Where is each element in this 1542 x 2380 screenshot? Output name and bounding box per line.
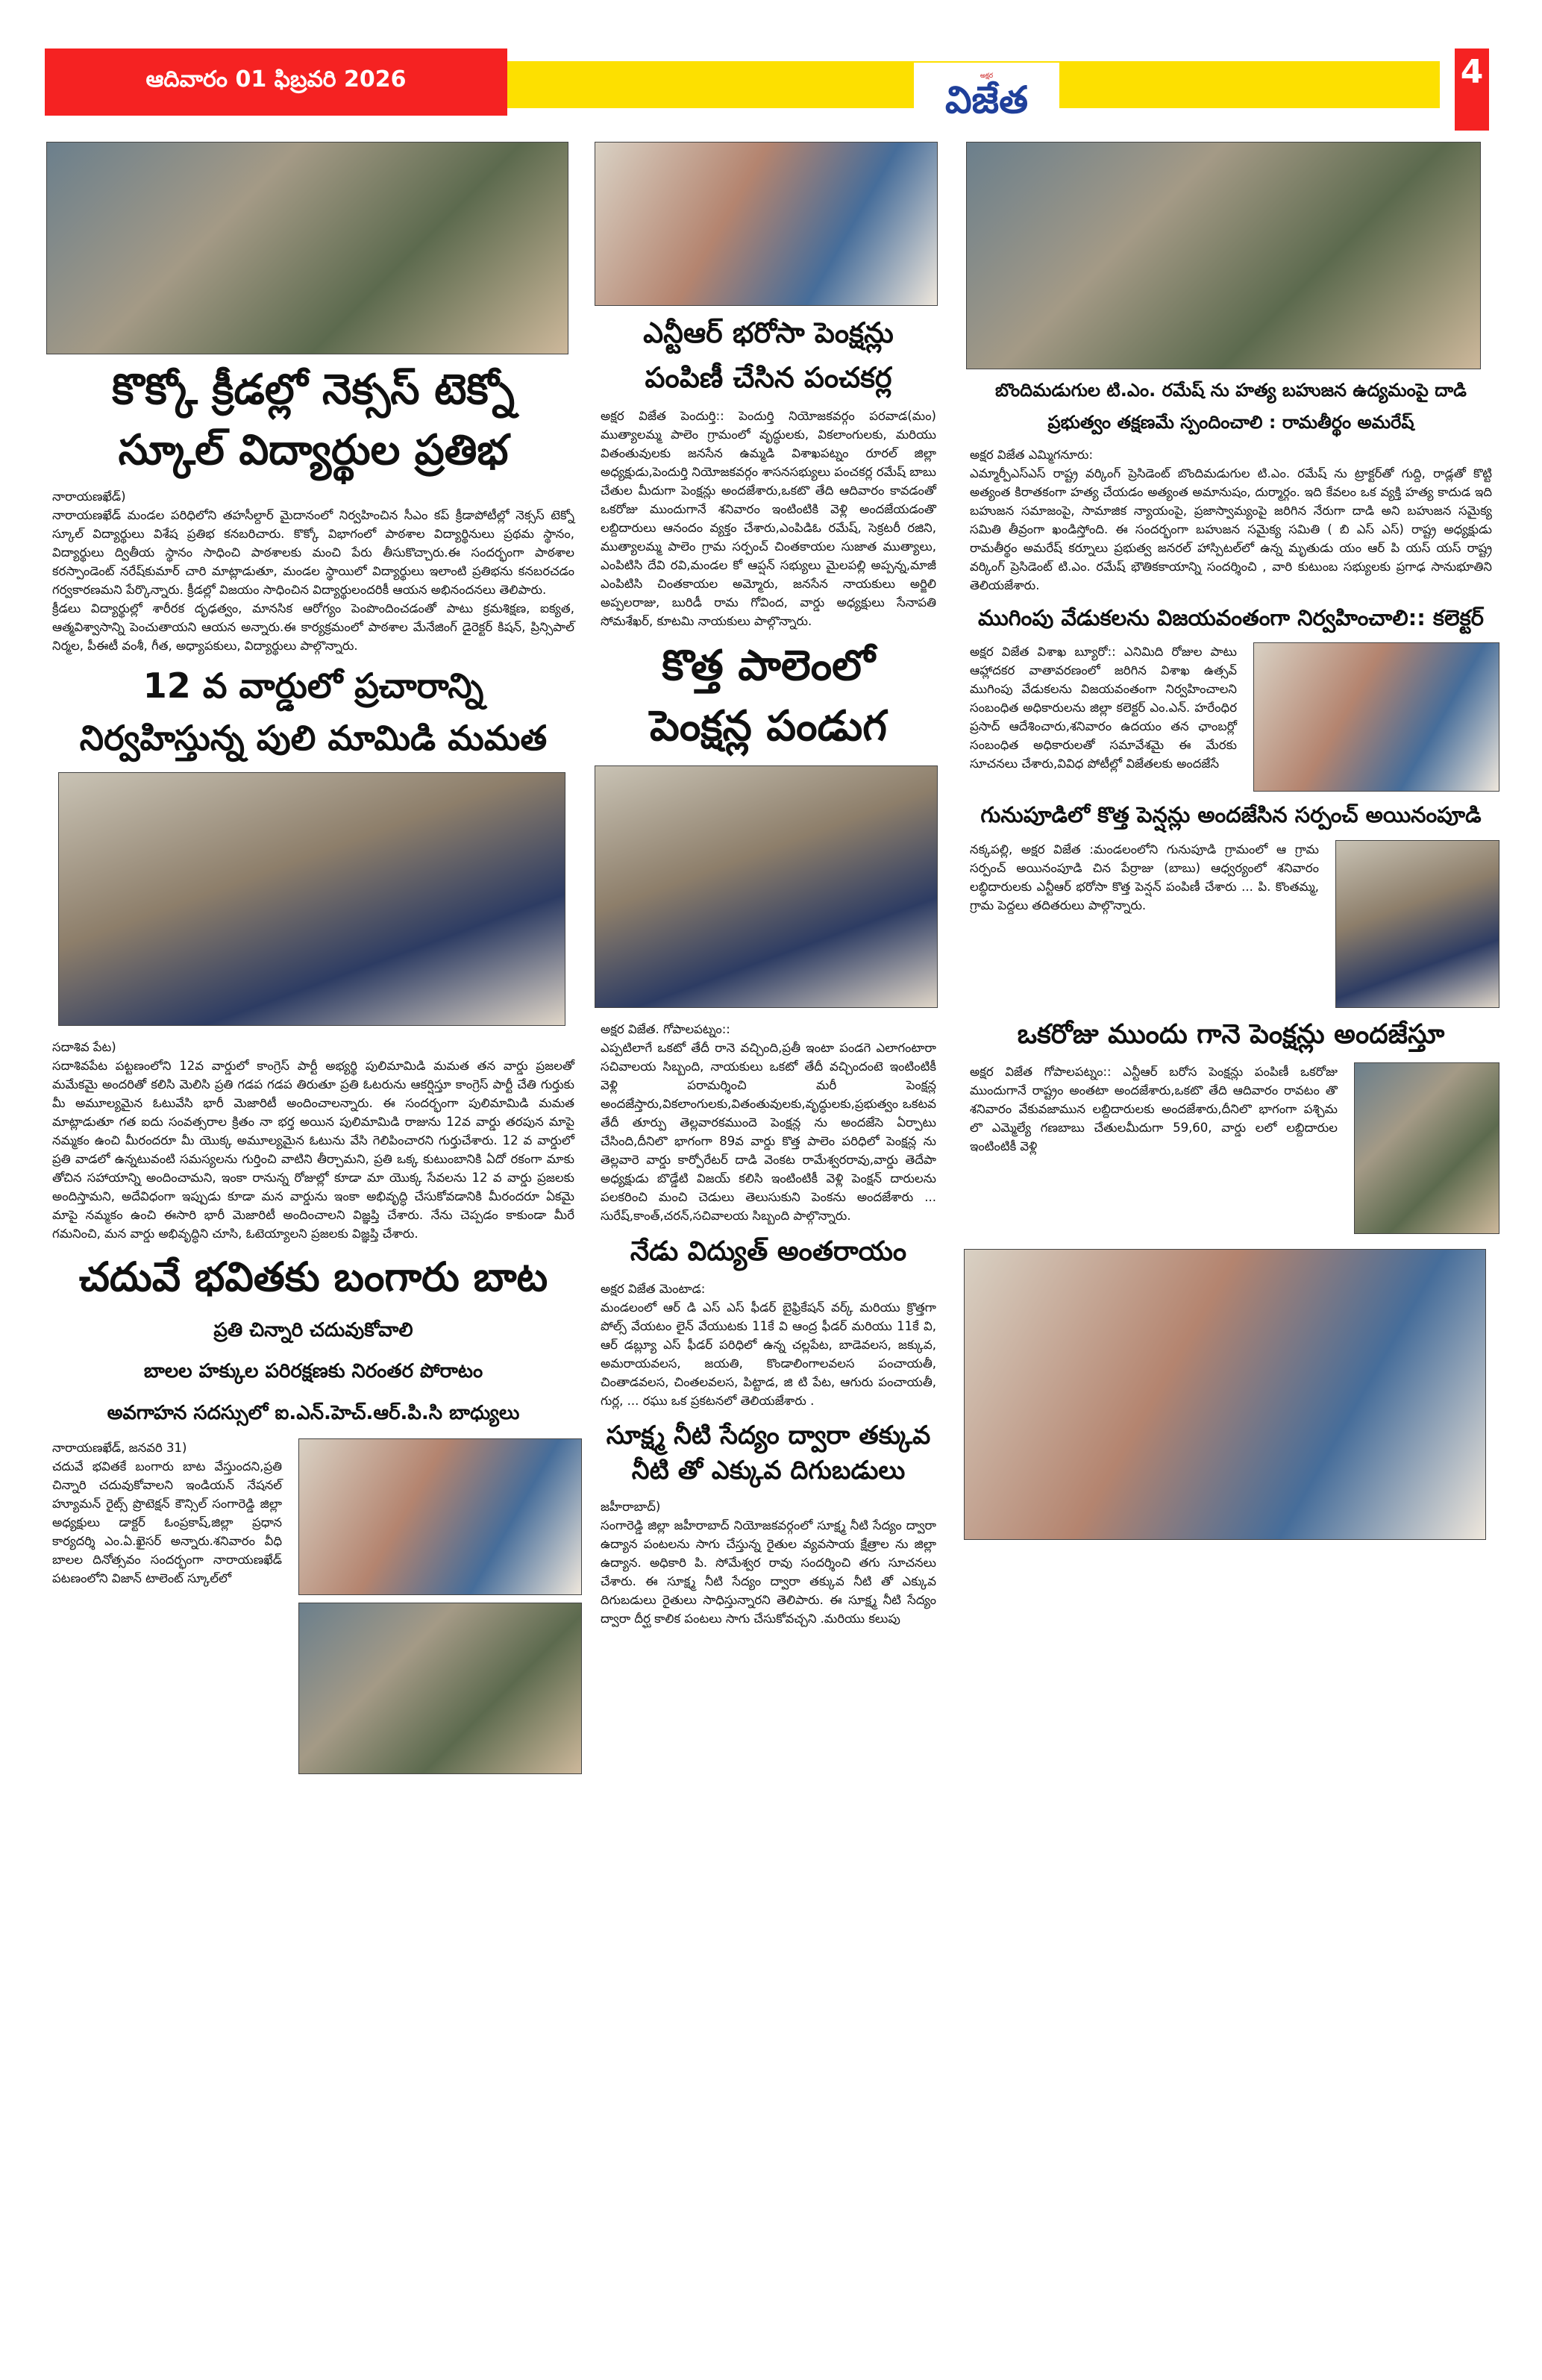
headline-ward12-1: 12 వ వార్డులో ప్రచారాన్ని [142, 666, 484, 707]
photo-gunupudi-pensions [1335, 840, 1499, 1008]
photo-ward12-campaign [58, 772, 565, 1026]
photo-pension-distribution [595, 765, 938, 1008]
dateline: అక్షర విజేత ఎమ్మిగనూరు: [970, 447, 1094, 462]
headline-ntr-bharosa-1: ఎన్టీఆర్ భరోసా పెంక్షన్లు [643, 316, 894, 349]
headline-one-day-early: ఒకరోజు ముందు గానె పెంక్షన్లు అందజేస్తూ [1017, 1019, 1445, 1050]
education-photos [298, 1438, 582, 1774]
article-gunupudi [962, 840, 1326, 915]
headline-kotha-palem-1: కొత్త పాలెంలో [662, 642, 875, 691]
left-column [45, 142, 582, 1774]
headline-education: చదువే భవితకు బంగారు బాట [78, 1253, 548, 1300]
article-body: సదాశివపేట పట్టణంలోని 12వ వార్డులో కాంగ్రెస్ పార్టీ అభ్యర్థి పులిమామిడి మమత తన వార్డు ప్రజలతో మమేకమై అందరితో కలిసి మెలిసి ప్రతి గడప గడప తిరుతూ ప్రతి ఓటరును ఆకర్షిస్తూ కాంగ్రెస్ పార్టీ చేతి గుర్తుకు మీ అమూల్యమైన ఓటువేసి భారీ మెజారిటీ అందించాలన్నారు. ఈ సందర్భంగా పులిమామిడి మమత మాట్లాడుతూ గత ఐదు సంవత్సరాల క్రితం నా భర్త అయిన పులిమామిడి రాజును 12వ వార్డు తరపున మాపై నమ్మకం ఉంచి మీరందరూ మీ యొక్క అమూల్యమైన ఓటును వేసి గెలిపించారని గుర్తుచేశారు. 12 వ వార్డులో ప్రతి వాడలో ఉన్నటువంటి సమస్యలను గుర్తించి వాటిని తీర్చామని, ప్రతి ఒక్క కుటుంబానికి ఏదో రకంగా మాకు తోచిన సహాయాన్ని అందించామని, ఇంకా రానున్న రోజుల్లో కూడా మా యొక్క సేవలను 12 వ వార్డు ప్రజలకు అందిస్తామని, అదేవిధంగా ఇప్పుడు కూడా మన వార్డును ఇంకా అభివృద్ధి చేసుకోవడానికి మీరందరూ ఏకమై మాపై నమ్మకం ఉంచి ఈసారి భారీ మెజారిటీ అందించాలని విజ్ఞప్తి చేశారు. నేను చెప్పడం కాకుండా మీరే గమనించి, మన వార్డు అభివృద్ధిని చూసి, ఓటెయ్యాలని ప్రజలకు విజ్ఞప్తి చేశారు. [52, 1058, 574, 1241]
article-body: అక్షర విజేత విశాఖ బ్యూరో:: ఎనిమిది రోజుల పాటు ఆహ్లాదకర వాతావరణంలో జరిగిన విశాఖ ఉత్సవ్ ముగింపు వేడుకలను విజయవంతంగా నిర్వహించాలని సంబంధిత అధికారులను జిల్లా కలెక్టర్ ఎం.ఎన్. హరేంధిర ప్రసాద్ ఆదేశించారు,శనివారం ఉదయం తన ఛాంబర్లో సంబంధిత అధికారులతో సమావేశమై ఈ మేరకు సూచనలు చేశారు,వివిధ పోటీల్లో విజేతలకు అందజేసే [970, 645, 1237, 771]
article-ntr-bharosa [593, 407, 944, 630]
article-body: సంగారెడ్డి జిల్లా జహీరాబాద్ నియోజకవర్గంలో సూక్ష్మ నీటి సేద్యం ద్వారా ఉద్యాన పంటలను సాగు చేస్తున్న రైతుల వ్యవసాయ క్షేత్రాల ను జిల్లా ఉద్యాన. అధికారి పి. సోమేశ్వర రావు సందర్శించి తగు సూచనలు చేశారు. ఈ సూక్ష్మ నీటి సేద్యం ద్వారా తక్కువ నీటి తో ఎక్కువ దిగుబడులు రైతులు సాధిస్తున్నారని తెలిపారు. ఈ సూక్ష్మ నీటి సేద్యం ద్వారా దీర్ఘ కాలిక పంటలు సాగు చేసుకోవచ్చని .మరియు కలుపు [601, 1518, 936, 1626]
photo-pension-home-visit [1354, 1062, 1499, 1234]
collector-section [962, 642, 1499, 792]
headline-collector: ముగింపు వేడుకలను విజయవంతంగా నిర్వహించాలి:: కలెక్టర్ [978, 604, 1484, 630]
subheadline-2: బాలల హక్కుల పరిరక్షణకు నిరంతర పోరాటం [143, 1360, 483, 1383]
photo-collector-meeting [1253, 642, 1499, 792]
article-body: క్రీడలు విద్యార్థుల్లో శారీరక దృఢత్వం, మానసిక ఆరోగ్యం పెంపొందించడంతో పాటు క్రమశిక్షణ, ఐక్యత, ఆత్మవిశ్వాసాన్ని పెంచుతాయని ఆయన అన్నారు.ఈ కార్యక్రమంలో పాఠశాల మేనేజింగ్ డైరెక్టర్ కిషన్, ప్రిన్సిపాల్ నిర్మల, పీఈటీ వంశీ, గీత, అధ్యాపకులు, విద్యార్థులు పాల్గొన్నారు. [52, 601, 574, 654]
photo-children-school-1 [298, 1438, 582, 1595]
headline-ward12-2: నిర్వహిస్తున్న పులి మామిడి మమత [79, 717, 548, 758]
article-collector [962, 642, 1244, 773]
gunupudi-section [962, 840, 1499, 1008]
dateline: జహీరాబాద్) [601, 1500, 661, 1515]
page-number: 4 [1455, 48, 1489, 131]
middle-column [593, 142, 944, 1628]
article-body: ఎమ్మార్పీఎస్ఎస్ రాష్ట్ర వర్కింగ్ ప్రెసిడెంట్ బొందిమడుగుల టి.ఎం. రమేష్ ను ట్రాక్టర్‌తో గుద్ది, రాడ్లతో కొట్టి అత్యంత కిరాతకంగా హత్య చేయడం అత్యంత అమానుషం, దుర్మార్గం. ఇది కేవలం ఒక వ్యక్తి హత్య కాదుడ ఇది బహుజన సమాజంపై, సామాజిక న్యాయంపై, ప్రజాస్వామ్యంపై జరిగిన నేరుగా దాడి అని బహుజన సమైక్య సమితి తీవ్రంగా ఖండిస్తోంది. ఈ సందర్భంగా బహుజన సమైక్య సమితి ( బి ఎస్ ఎస్) రాష్ట్ర అధ్యక్షుడు రామతీర్థం అమరేష్ కర్నూలు ప్రభుత్వ జనరల్ హాస్పిటల్‌లో ఉన్న మృతుడు యం ఆర్ పి యస్ యస్ రాష్ట్ర వర్కింగ్ ప్రెసిడెంట్ టి.ఎం. రమేష్ భౌతికకాయాన్ని సందర్శించి , వారి కుటుంబ సభ్యులకు ప్రగాఢ సానుభూతిని తెలియజేశారు. [970, 466, 1492, 592]
dateline: నారాయణఖేడ్, జనవరి 31) [52, 1440, 187, 1455]
photo-pension-group [964, 1249, 1486, 1540]
article-power-cut [593, 1280, 944, 1410]
photo-children-school-2 [298, 1603, 582, 1774]
dateline: నారాయణఖేడ్) [52, 489, 126, 504]
dateline: అక్షర విజేత. గోపాలపట్నం:: [601, 1021, 730, 1036]
photo-kho-kho-team [46, 142, 568, 354]
issue-date: ఆదివారం 01 ఫిబ్రవరి 2026 [45, 48, 507, 116]
photo-tm-ramesh-protest [966, 142, 1481, 369]
article-body: అక్షర విజేత పెందుర్తి:: పెందుర్తి నియోజకవర్గం పరవాడ(మం) ముత్యాలమ్మ పాలెం గ్రామంలో వృద్ధులకు, వికలాంగులకు, మరియు వితంతువులకు జనసేన ఉమ్మడి విశాఖపట్నం రూరల్ జిల్లా అధ్యక్షుడు,పెందుర్తి నియోజకవర్గం శాసనసభ్యులు పంచకర్ల రమేష్ బాబు చేతుల మీదుగా పెంక్షన్లు అందజేశారు,ఒకటొ తేది ఆదివారం కావడంతో ఒకరోజు ముందుగానే శనివారం ఇంటింటికి వెళ్లి అందజేయడంతొ లబ్దిదారులు ఆనందం వ్యక్తం చేశారు,ఎంపిడిఓ రమేష్, సెక్రటరీ రజిని, ముత్యాలమ్మ పాలెం గ్రామ సర్పంచ్ చింతకాయల సుజాత ముత్యాలు, ఎంపిటిసి దేవి రవి,మండల కో ఆప్షన్ సభ్యులు మైలపల్లి అప్పన్న,మాజీ ఎంపిటిసి చింతకాయల అమ్మోరు, జనసేన నాయకులు అర్జిలి అప్పలరాజు, బురిడీ రామ గోవింద, వార్డు అధ్యక్షులు సేనాపతి సోమశేఖర్, కూటమి నాయకులు పాల్గొన్నారు. [601, 409, 936, 629]
headline-ntr-bharosa-2: పంపిణీ చేసిన పంచకర్ల [645, 360, 892, 394]
headline-micro-irrigation-2: నీటి తో ఎక్కువ దిగుబడులు [631, 1455, 906, 1485]
right-column [962, 142, 1499, 1540]
article-body: మండలంలో ఆర్ డి ఎస్ ఎస్ ఫీడర్ బైఫ్రికేషన్ వర్క్ మరియు క్రొత్తగా పోల్స్ వేయటం లైన్ వేయుటకు 11కే వి ఆంద్ర ఫీడర్ మరియు 11కే వి, ఆర్ డబ్ల్యూ ఎస్ ఫీడర్ పరిధిలో ఉన్న చల్లపేట, బాడెవలస, జక్కువ, అమరాయవలస, జయతి, కొండాలింగాలవలస పంచాయతీ, చింతాడవలస, చింతలవలస, పిట్టాడ, జి టి పేట, ఆగురు పంచాయతీ, గుర్ల, ... రఘు ఒక ప్రకటనలో తెలియజేశారు . [601, 1300, 936, 1408]
dateline: సదాశివ పేట) [52, 1039, 116, 1054]
headline-tm-ramesh-1: బొందిమడుగుల టి.ఎం. రమేష్ ను హత్య బహుజన ఉద్యమంపై దాడి [995, 380, 1467, 401]
article-kho-kho [45, 487, 582, 655]
headline-power-cut: నేడు విద్యుత్ అంతరాయం [630, 1236, 907, 1267]
photo-ntr-bharosa [595, 142, 938, 306]
article-tm-ramesh [962, 445, 1499, 595]
headline-kotha-palem-2: పెంక్షన్ల పండుగ [650, 702, 887, 751]
article-body: అక్షర విజేత గోపాలపట్నం:: ఎన్టీఆర్ బరోస పెంక్షన్లు పంపిణీ ఒకరోజు ముందుగానే రాష్ట్రం అంతటా అందజేశారు,ఒకటొ తేది ఆదివారం రావటం తొ శనివారం వేకువజామున లబ్దిదారులకు అందజేశారు,దీనిలొ భాగంగా పశ్చిమ లొ ఎమ్మెల్యే గణబాబు చేతులమీదుగా 59,60, వార్డు లలో లబ్దిదారుల ఇంటింటికీ వెళ్లి [970, 1065, 1338, 1154]
article-kotha-palem [593, 1020, 944, 1225]
article-education [45, 1438, 289, 1588]
masthead-logo [914, 63, 1059, 128]
headline-gunupudi: గునుపూడిలో కొత్త పెన్షన్లు అందజేసిన సర్పంచ్ అయినంపూడి [980, 802, 1482, 828]
article-body: ఎప్పటిలాగే ఒకటో తేదీ రానె వచ్చింది,ప్రతీ ఇంటా పండగె ఎలాగంటారా సచివాలయ సిబ్బంది, నాయకులు ఒకటో తేదీ వచ్చిందంటె ఇంటింటికీ వెళ్లి పరామర్శించి మరీ పెంక్షన్ల అందజేస్తారు,వికలాంగులకు,వితంతువులకు,వృద్ధులకు,ప్రభుత్వం ఒకటవ తేదీ తూర్పు తెల్లవారకముందె పెంక్షన్ల ను అందజేసె ఏర్పాటు చేసింది,దీనిలొ భాగంగా 89వ వార్డు కొత్త పాలెం పరిధిలో పెంక్షన్ల ను తెల్లవారె వార్డు కార్పోరేటర్ దాడి వెంకట రామేశ్వరరావు,వార్డు తెదేపా అధ్యక్షుడు బొడ్డేటి విజయ్ కలిసి ఇంటింటికీ వెళ్లి పెంక్షన్ దారులను పలకరించి మంచి చెడులు తెలుసుకుని పెంకను అందజేశారు ... సురేష్,కాంత్,చరన్,సచివాలయ సిబ్బంది పాల్గొన్నారు. [601, 1040, 936, 1223]
education-section [45, 1438, 582, 1774]
dateline: అక్షర విజేత మెంటాడ: [601, 1281, 706, 1296]
subheadline-1: ప్రతి చిన్నారి చదువుకోవాలి [213, 1318, 413, 1341]
headline-kho-kho-2: స్కూల్ విద్యార్థుల ప్రతిభ [118, 426, 509, 475]
article-body: చదువే భవితకే బంగారు బాట వేస్తుందని,ప్రతి చిన్నారి చదువుకోవాలని ఇండియన్ నేషనల్ హ్యూమన్ రైట్స్ ప్రొటెక్షన్ కౌన్సిల్ సంగారెడ్డి జిల్లా అధ్యక్షులు డాక్టర్ ఓంప్రకాష్,జిల్లా ప్రధాన కార్యదర్శి ఎం.ఏ.ఖైసర్ అన్నారు.శనివారం వీధి బాలల దినోత్సవం సందర్భంగా నారాయణఖేడ్ పటణంలోని విజాన్ టాలెంట్ స్కూల్‌లో [52, 1459, 282, 1585]
headline-tm-ramesh-2: ప్రభుత్వం తక్షణమే స్పందించాలి : రామతీర్థం అమరేష్ [1047, 411, 1414, 433]
headline-kho-kho-1: కొక్కో క్రీడల్లో నెక్సస్ టెక్నో [112, 366, 515, 414]
headline-micro-irrigation-1: సూక్ష్మ నీటి సేద్యం ద్వారా తక్కువ [606, 1420, 931, 1450]
logo-prefix: అక్షర [980, 72, 994, 80]
article-ward12 [45, 1038, 582, 1243]
article-body: నక్కపల్లి, అక్షర విజేత :మండలంలోని గునుపూడి గ్రామంలో ఆ గ్రామ సర్పంచ్ అయినంపూడి చిన పేర్రాజు (బాబు) ఆధ్వర్యంలో శనివారం లబ్ధిదారులకు ఎన్టీఆర్ భరోసా కొత్త పెన్షన్ పంపిణీ చేశారు ... పి. కొంతమ్మ, గ్రామ పెద్దలు తదితరులు పాల్గొన్నారు. [970, 842, 1319, 913]
one-day-early-section [962, 1062, 1499, 1234]
logo-text: విజేత [945, 78, 1028, 122]
article-one-day-early [962, 1062, 1345, 1156]
subheadline-3: అవగాహన సదస్సులో ఐ.ఎన్.హెచ్.ఆర్.పి.సి బాధ్యులు [107, 1402, 520, 1425]
article-body: నారాయణఖేడ్ మండల పరిధిలోని తహసీల్దార్ మైదానంలో నిర్వహించిన సీఎం కప్ క్రీడాపోటీల్లో నెక్సస్ టెక్నో స్కూల్ విద్యార్థులు విశేష ప్రతిభ కనబరిచారు. కొక్కో విభాగంలో పాఠశాల విద్యార్థినులు ప్రథమ స్థానం, విద్యార్థులు ద్వితీయ స్థానం సాధించి పాఠశాలకు మంచి పేరు తీసుకొచ్చారు.ఈ సందర్భంగా పాఠశాల కరస్పాండెంట్ నరేష్‌కుమార్ చారి మాట్లాడుతూ, మండల స్థాయిలో విద్యార్థులు ఇలాంటి ప్రతిభను కనబరచడం గర్వకారణమని పేర్కొన్నారు. క్రీడల్లో విజయం సాధించిన విద్యార్థులందరికీ ఆయన అభినందనలు తెలిపారు. [52, 508, 574, 598]
article-micro-irrigation [593, 1497, 944, 1628]
